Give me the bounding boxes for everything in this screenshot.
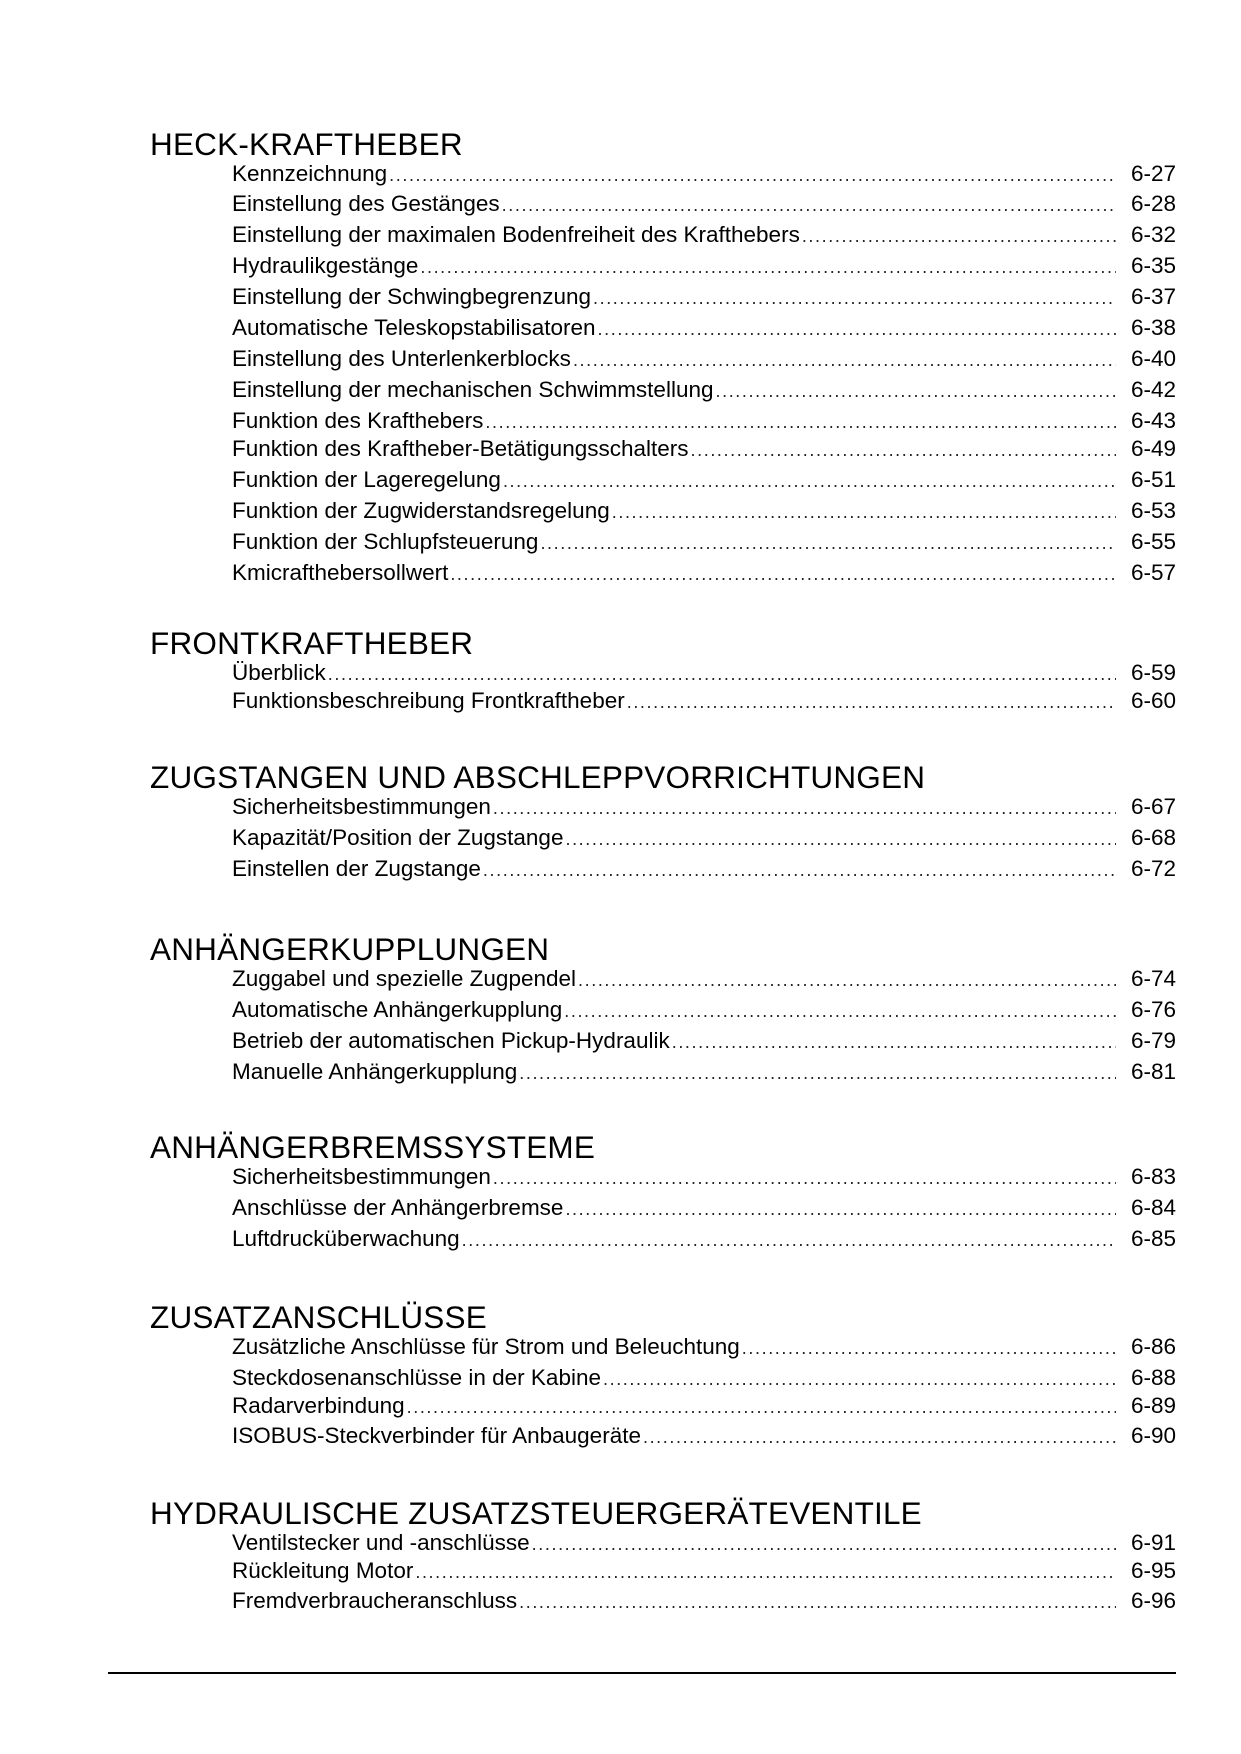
toc-entry-page: 6-38 xyxy=(1130,315,1176,340)
toc-entry-label: Funktion der Schlupfsteuerung xyxy=(232,529,539,554)
toc-entry-page: 6-86 xyxy=(1130,1334,1176,1359)
toc-entry[interactable] xyxy=(232,856,1176,887)
toc-entry-label: Funktionsbeschreibung Frontkraftheber xyxy=(232,688,625,713)
toc-entry[interactable] xyxy=(232,529,1176,560)
toc-entry-label: Luftdrucküberwachung xyxy=(232,1226,460,1251)
toc-entry-page: 6-53 xyxy=(1130,498,1176,523)
toc-section-anhaengerbremssysteme xyxy=(150,1130,1176,1257)
toc-entry[interactable] xyxy=(232,284,1176,315)
toc-entry[interactable] xyxy=(232,1164,1176,1195)
toc-leader-dots xyxy=(407,1394,1116,1420)
toc-leader-dots xyxy=(672,1029,1116,1055)
toc-leader-dots xyxy=(643,1424,1116,1450)
toc-entry-page: 6-90 xyxy=(1130,1423,1176,1448)
toc-entry-label: Betrieb der automatischen Pickup-Hydraulik xyxy=(232,1028,670,1053)
toc-entry-label: Zusätzliche Anschlüsse für Strom und Beleuchtung xyxy=(232,1334,740,1359)
toc-entry-page: 6-95 xyxy=(1130,1558,1176,1583)
toc-entry-page: 6-81 xyxy=(1130,1059,1176,1084)
toc-entry-label: Einstellung der maximalen Bodenfreiheit des Krafthebers xyxy=(232,222,800,247)
toc-entry-page: 6-60 xyxy=(1130,688,1176,713)
toc-entry-label: Automatische Anhängerkupplung xyxy=(232,997,563,1022)
toc-entry-label: Funktion des Krafthebers xyxy=(232,408,484,433)
toc-entry-label: Funktion der Zugwiderstandsregelung xyxy=(232,498,610,523)
toc-leader-dots xyxy=(502,192,1116,218)
toc-entry-label: Einstellung der Schwingbegrenzung xyxy=(232,284,591,309)
toc-entry-label: Steckdosenanschlüsse in der Kabine xyxy=(232,1365,601,1390)
toc-entry-label: Kmicrafthebersollwert xyxy=(232,560,449,585)
toc-entry-page: 6-72 xyxy=(1130,856,1176,881)
toc-leader-dots xyxy=(565,1196,1116,1222)
toc-entry[interactable] xyxy=(232,1028,1176,1059)
toc-leader-dots xyxy=(716,378,1117,404)
section-title: HECK-KRAFTHEBER xyxy=(150,126,463,162)
section-title: ZUSATZANSCHLÜSSE xyxy=(150,1299,487,1335)
toc-entry-page: 6-91 xyxy=(1130,1530,1176,1555)
toc-entry[interactable] xyxy=(232,1226,1176,1257)
toc-entry[interactable] xyxy=(232,1365,1176,1393)
toc-entry-label: Fremdverbraucheranschluss xyxy=(232,1588,518,1613)
toc-leader-dots xyxy=(519,1060,1116,1086)
toc-leader-dots xyxy=(593,285,1116,311)
toc-entry[interactable] xyxy=(232,315,1176,346)
toc-leader-dots xyxy=(415,1559,1116,1585)
toc-section-anhaengerkupplungen xyxy=(150,932,1176,1090)
toc-entry[interactable] xyxy=(232,966,1176,997)
section-title: ANHÄNGERKUPPLUNGEN xyxy=(150,931,550,967)
toc-section-frontkraftheber xyxy=(150,626,1176,716)
toc-entry-label: Radarverbindung xyxy=(232,1393,405,1418)
toc-entry-page: 6-59 xyxy=(1130,660,1176,685)
toc-entry-page: 6-28 xyxy=(1130,191,1176,216)
toc-entry-page: 6-32 xyxy=(1130,222,1176,247)
toc-leader-dots xyxy=(691,437,1116,463)
toc-entry[interactable] xyxy=(232,997,1176,1028)
toc-entry-page: 6-51 xyxy=(1130,467,1176,492)
toc-entry-page: 6-40 xyxy=(1130,346,1176,371)
toc-entry[interactable] xyxy=(232,1393,1176,1423)
toc-leader-dots xyxy=(493,1165,1116,1191)
toc-entry[interactable] xyxy=(232,222,1176,253)
toc-leader-dots xyxy=(532,1531,1116,1557)
toc-entry[interactable] xyxy=(232,794,1176,825)
toc-leader-dots xyxy=(483,857,1116,883)
toc-entry-label: Kennzeichnung xyxy=(232,161,388,186)
toc-entry[interactable] xyxy=(232,660,1176,688)
toc-entry-label: Manuelle Anhängerkupplung xyxy=(232,1059,518,1084)
toc-entry-page: 6-55 xyxy=(1130,529,1176,554)
toc-leader-dots xyxy=(802,223,1116,249)
toc-entry[interactable] xyxy=(232,560,1176,591)
toc-entry-page: 6-27 xyxy=(1130,161,1176,186)
toc-entry[interactable] xyxy=(232,1195,1176,1226)
toc-entry-page: 6-84 xyxy=(1130,1195,1176,1220)
toc-entry-page: 6-49 xyxy=(1130,436,1176,461)
toc-leader-dots xyxy=(389,162,1116,188)
toc-entry[interactable] xyxy=(232,467,1176,498)
toc-entry-page: 6-79 xyxy=(1130,1028,1176,1053)
toc-leader-dots xyxy=(485,409,1116,435)
section-title: ZUGSTANGEN UND ABSCHLEPPVORRICHTUNGEN xyxy=(150,759,926,795)
toc-entry[interactable] xyxy=(232,688,1176,716)
toc-entry-page: 6-68 xyxy=(1130,825,1176,850)
toc-entry-page: 6-96 xyxy=(1130,1588,1176,1613)
toc-leader-dots xyxy=(742,1335,1116,1361)
toc-leader-dots xyxy=(603,1366,1116,1392)
toc-entry-label: Einstellen der Zugstange xyxy=(232,856,481,881)
toc-entry-page: 6-43 xyxy=(1130,408,1176,433)
toc-entry-page: 6-85 xyxy=(1130,1226,1176,1251)
toc-leader-dots xyxy=(565,826,1116,852)
toc-section-zusatzanschluesse xyxy=(150,1300,1176,1454)
toc-leader-dots xyxy=(420,254,1116,280)
toc-entry[interactable] xyxy=(232,161,1176,191)
toc-leader-dots xyxy=(450,561,1116,587)
toc-entry-label: Funktion des Kraftheber-Betätigungsschalters xyxy=(232,436,689,461)
toc-leader-dots xyxy=(503,468,1116,494)
toc-entry[interactable] xyxy=(232,346,1176,377)
toc-leader-dots xyxy=(578,967,1116,993)
toc-leader-dots xyxy=(519,1589,1116,1615)
toc-entry[interactable] xyxy=(232,1423,1176,1454)
toc-entry-label: Automatische Teleskopstabilisatoren xyxy=(232,315,596,340)
toc-entry-page: 6-57 xyxy=(1130,560,1176,585)
toc-leader-dots xyxy=(462,1227,1116,1253)
toc-entry-label: Kapazität/Position der Zugstange xyxy=(232,825,564,850)
toc-entry-label: ISOBUS-Steckverbinder für Anbaugeräte xyxy=(232,1423,641,1448)
toc-entry-page: 6-83 xyxy=(1130,1164,1176,1189)
toc-entry-page: 6-37 xyxy=(1130,284,1176,309)
toc-section-heck-kraftheber xyxy=(150,127,1176,591)
toc-entry-label: Überblick xyxy=(232,660,326,685)
section-title: FRONTKRAFTHEBER xyxy=(150,625,474,661)
footer-divider xyxy=(108,1672,1176,1674)
toc-entry-label: Sicherheitsbestimmungen xyxy=(232,794,491,819)
toc-section-hydraulische-zusatzsteuergeraeteventile xyxy=(150,1496,1176,1619)
toc-entry[interactable] xyxy=(232,1530,1176,1558)
toc-entry-label: Einstellung des Gestänges xyxy=(232,191,500,216)
toc-entry-page: 6-42 xyxy=(1130,377,1176,402)
toc-leader-dots xyxy=(540,530,1116,556)
section-title: ANHÄNGERBREMSSYSTEME xyxy=(150,1129,596,1165)
toc-entry[interactable] xyxy=(232,1334,1176,1365)
toc-entry-label: Rückleitung Motor xyxy=(232,1558,414,1583)
toc-entry-page: 6-89 xyxy=(1130,1393,1176,1418)
toc-entry-label: Sicherheitsbestimmungen xyxy=(232,1164,491,1189)
toc-entry[interactable] xyxy=(232,377,1176,408)
toc-entry[interactable] xyxy=(232,498,1176,529)
toc-entry-page: 6-67 xyxy=(1130,794,1176,819)
toc-entry-page: 6-88 xyxy=(1130,1365,1176,1390)
toc-entry-label: Hydraulikgestänge xyxy=(232,253,419,278)
toc-entry-label: Einstellung des Unterlenkerblocks xyxy=(232,346,571,371)
toc-entry[interactable] xyxy=(232,253,1176,284)
toc-entry-page: 6-35 xyxy=(1130,253,1176,278)
toc-entry-label: Zuggabel und spezielle Zugpendel xyxy=(232,966,577,991)
toc-entry-label: Einstellung der mechanischen Schwimmstellung xyxy=(232,377,714,402)
section-title: HYDRAULISCHE ZUSATZSTEUERGERÄTEVENTILE xyxy=(150,1495,922,1531)
toc-entry[interactable] xyxy=(232,1558,1176,1588)
toc-leader-dots xyxy=(612,499,1116,525)
toc-leader-dots xyxy=(627,689,1116,715)
toc-entry[interactable] xyxy=(232,1059,1176,1090)
toc-leader-dots xyxy=(564,998,1116,1024)
toc-leader-dots xyxy=(493,795,1116,821)
toc-entry-label: Anschlüsse der Anhängerbremse xyxy=(232,1195,564,1220)
toc-entry[interactable] xyxy=(232,1588,1176,1619)
toc-entry-page: 6-74 xyxy=(1130,966,1176,991)
toc-entry[interactable] xyxy=(232,436,1176,467)
toc-leader-dots xyxy=(598,316,1116,342)
toc-entry-label: Funktion der Lageregelung xyxy=(232,467,501,492)
toc-leader-dots xyxy=(328,661,1116,687)
toc-entry[interactable] xyxy=(232,408,1176,436)
toc-entry[interactable] xyxy=(232,191,1176,222)
toc-entry[interactable] xyxy=(232,825,1176,856)
toc-entry-page: 6-76 xyxy=(1130,997,1176,1022)
toc-section-zugstangen xyxy=(150,760,1176,887)
toc-leader-dots xyxy=(573,347,1116,373)
toc-entry-label: Ventilstecker und -anschlüsse xyxy=(232,1530,530,1555)
